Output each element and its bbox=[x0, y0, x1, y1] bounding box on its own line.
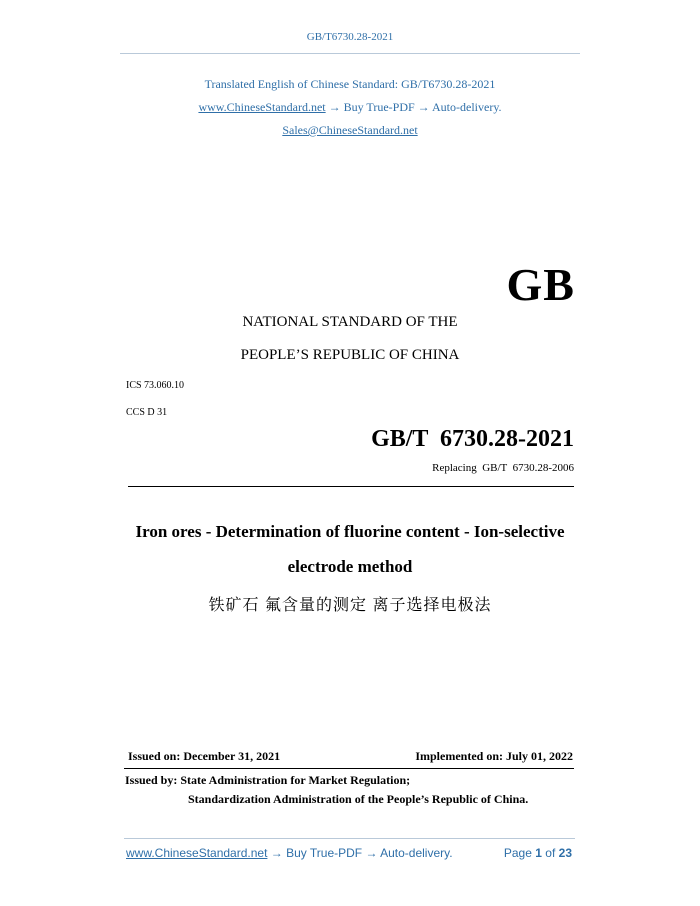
dates-rule bbox=[124, 768, 574, 769]
gb-logo: GB bbox=[506, 259, 575, 310]
banner-line3 bbox=[0, 123, 700, 138]
banner-line2 bbox=[0, 100, 700, 115]
ics-code: ICS 73.060.10 bbox=[126, 380, 185, 391]
of-label: of bbox=[545, 846, 556, 860]
banner-buy-text: → Buy True-PDF → Auto-delivery. bbox=[328, 100, 502, 114]
page-number: 1 bbox=[535, 846, 542, 860]
footer-buy-text: → Buy True-PDF → Auto-delivery. bbox=[267, 846, 453, 860]
banner-line1: Translated English of Chinese Standard: GB/T6730.28-2021 bbox=[204, 77, 496, 91]
title-en-line1: Iron ores - Determination of fluorine content - Ion-selective bbox=[135, 522, 565, 541]
header-rule bbox=[120, 53, 580, 54]
issued-on: Issued on: December 31, 2021 bbox=[128, 749, 281, 763]
footer-left bbox=[126, 846, 453, 860]
ccs-code: CCS D 31 bbox=[126, 407, 168, 418]
total-pages: 23 bbox=[558, 846, 572, 860]
standard-rule bbox=[128, 486, 574, 487]
banner-email-link[interactable]: Sales@ChineseStandard.net bbox=[282, 123, 418, 137]
title-en-line2: electrode method bbox=[287, 557, 413, 576]
replacing-text: Replacing GB/T 6730.28-2006 bbox=[432, 462, 574, 474]
implemented-on: Implemented on: July 01, 2022 bbox=[415, 749, 573, 763]
issuer-line2: Standardization Administration of the People’s Republic of China. bbox=[188, 792, 529, 806]
issuer-line1: Issued by: State Administration for Market Regulation; bbox=[125, 773, 411, 787]
header-doc-code: GB/T6730.28-2021 bbox=[306, 31, 394, 43]
banner-site-link[interactable]: www.ChineseStandard.net bbox=[198, 100, 326, 114]
standard-number: GB/T 6730.28-2021 bbox=[371, 426, 574, 452]
national-line2: PEOPLE’S REPUBLIC OF CHINA bbox=[240, 347, 460, 363]
footer-rule bbox=[124, 838, 575, 839]
title-zh: 铁矿石 氟含量的测定 离子选择电极法 bbox=[208, 597, 492, 614]
national-line1: NATIONAL STANDARD OF THE bbox=[242, 314, 458, 330]
footer-page-indicator bbox=[504, 846, 572, 860]
page-label: Page bbox=[503, 846, 532, 860]
footer-site-link[interactable]: www.ChineseStandard.net bbox=[126, 846, 268, 860]
